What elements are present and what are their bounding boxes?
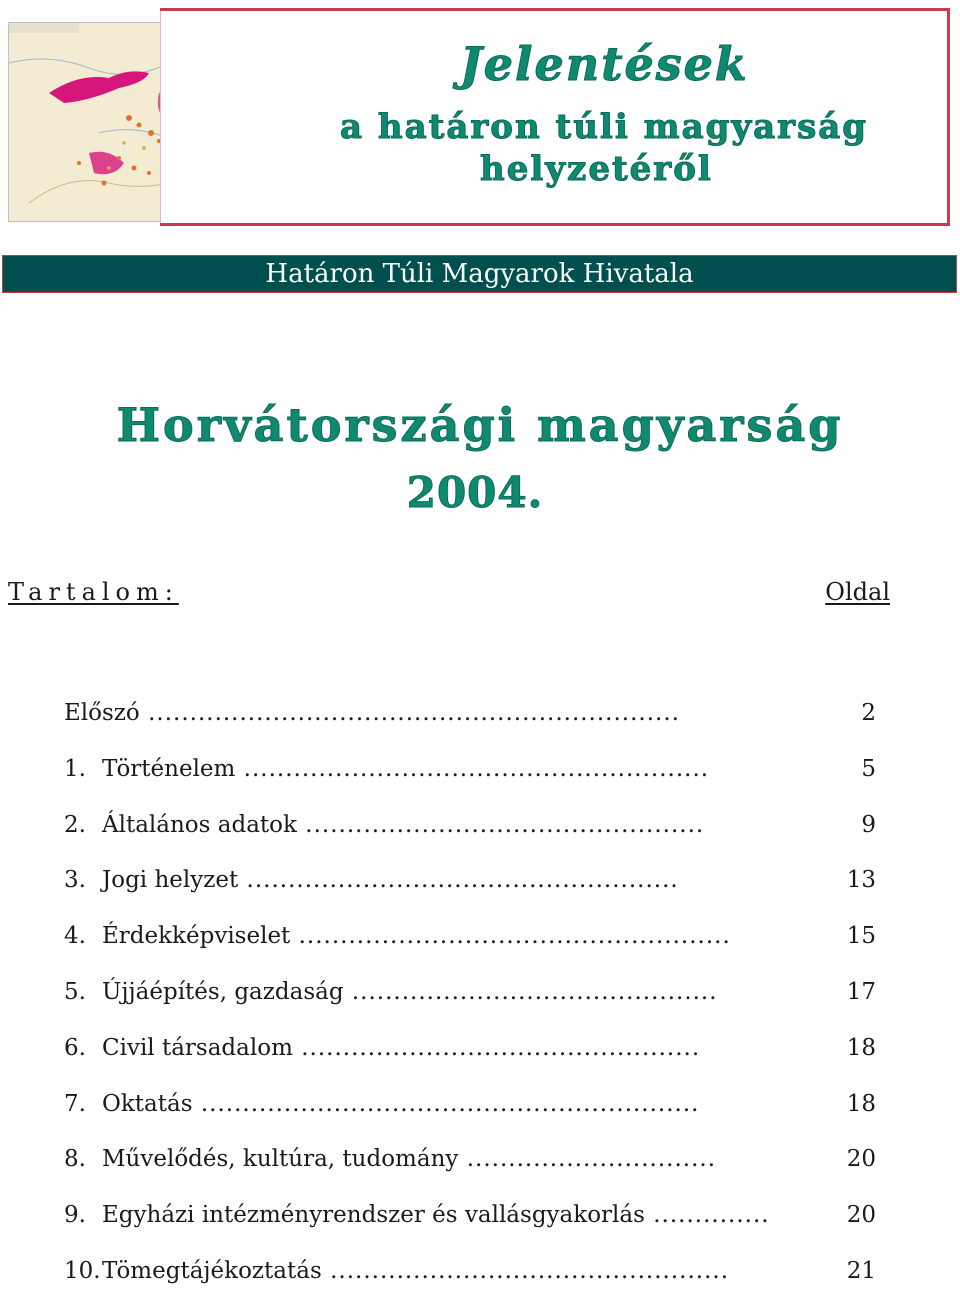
toc-item-entry <box>64 696 774 730</box>
toc-page-heading: Oldal <box>825 578 890 606</box>
toc-item-entry <box>64 1254 774 1288</box>
toc-item-number: 8. <box>64 1146 86 1173</box>
toc-leader-dots: .............. <box>644 1202 770 1229</box>
toc-leader-dots: .................................................... <box>290 923 731 950</box>
series-subtitle-line1: a határon túli magyarság <box>340 107 869 147</box>
toc-item-number: 3. <box>64 867 86 894</box>
toc-item-entry <box>64 975 774 1009</box>
toc-item-entry <box>64 752 774 786</box>
toc-item-label: Tömegtájékoztatás <box>102 1257 322 1284</box>
toc-item-number: 1. <box>64 755 86 782</box>
toc-item-number: 7. <box>64 1090 86 1117</box>
toc-item-label: Általános adatok <box>102 811 297 838</box>
toc-item[interactable] <box>64 1142 876 1198</box>
toc-leader-dots: .................................................... <box>238 867 679 894</box>
toc-item[interactable] <box>64 863 876 919</box>
toc-item-page: 15 <box>846 923 876 950</box>
toc-item-label: Érdekképviselet <box>102 923 291 950</box>
toc-item[interactable] <box>64 1198 876 1254</box>
title-frame <box>160 8 950 226</box>
toc-item-page: 2 <box>861 700 876 726</box>
toc-item-entry <box>64 863 774 897</box>
toc-leader-dots: ................................................ <box>292 1034 701 1061</box>
toc-leader-dots: ................................................................ <box>139 700 680 726</box>
toc-item[interactable] <box>64 1254 876 1310</box>
document-year: 2004. <box>406 468 544 517</box>
toc-item-label: Előszó <box>64 700 140 726</box>
toc-item-page: 18 <box>846 1090 876 1117</box>
toc-item-page: 20 <box>846 1202 876 1229</box>
toc-item[interactable] <box>64 919 876 975</box>
toc-item-entry <box>64 1142 774 1176</box>
toc-item-label: Egyházi intézményrendszer és vallásgyakorlás <box>102 1202 645 1229</box>
toc-item-page: 5 <box>861 755 876 782</box>
table-of-contents <box>64 696 876 1310</box>
toc-leader-dots: ............................................ <box>343 978 718 1005</box>
toc-item[interactable] <box>64 752 876 808</box>
series-subtitle-line2: helyzetéről <box>480 149 713 189</box>
toc-item-label: Történelem <box>102 755 236 782</box>
toc-item-entry <box>64 1198 774 1232</box>
toc-item-page: 21 <box>846 1257 876 1284</box>
toc-item-page: 13 <box>846 867 876 894</box>
toc-item-label: Művelődés, kultúra, tudomány <box>102 1146 459 1173</box>
toc-item-page: 9 <box>861 811 876 838</box>
toc-item-number: 9. <box>64 1202 86 1229</box>
toc-item-label: Civil társadalom <box>102 1034 293 1061</box>
toc-item[interactable] <box>64 696 876 752</box>
toc-item-number: 2. <box>64 811 86 838</box>
toc-item-page: 17 <box>846 978 876 1005</box>
toc-leader-dots: .............................. <box>458 1146 717 1173</box>
toc-item-page: 20 <box>846 1146 876 1173</box>
toc-item-label: Újjáépítés, gazdaság <box>102 978 344 1005</box>
toc-leader-dots: ........................................................ <box>235 755 710 782</box>
toc-item-label: Oktatás <box>102 1090 193 1117</box>
toc-leader-dots: ................................................ <box>321 1257 730 1284</box>
toc-item[interactable] <box>64 1087 876 1143</box>
toc-item-entry <box>64 808 774 842</box>
toc-item-number: 6. <box>64 1034 86 1061</box>
toc-item[interactable] <box>64 808 876 864</box>
toc-item[interactable] <box>64 975 876 1031</box>
series-title: Jelentések <box>460 37 749 91</box>
toc-item-number: 4. <box>64 923 86 950</box>
toc-heading: Tartalom: <box>8 578 179 606</box>
toc-item-entry <box>64 919 774 953</box>
toc-leader-dots: ................................................ <box>296 811 705 838</box>
toc-item-label: Jogi helyzet <box>102 867 239 894</box>
toc-item-entry <box>64 1031 774 1065</box>
document-title: Horvátországi magyarság <box>116 398 844 452</box>
toc-item[interactable] <box>64 1031 876 1087</box>
publisher-banner: Határon Túli Magyarok Hivatala <box>2 255 957 293</box>
toc-item-number: 5. <box>64 978 86 1005</box>
toc-item-number: 10. <box>64 1257 101 1284</box>
toc-leader-dots: ............................................................ <box>192 1090 700 1117</box>
toc-item-page: 18 <box>846 1034 876 1061</box>
toc-item-entry <box>64 1087 774 1121</box>
